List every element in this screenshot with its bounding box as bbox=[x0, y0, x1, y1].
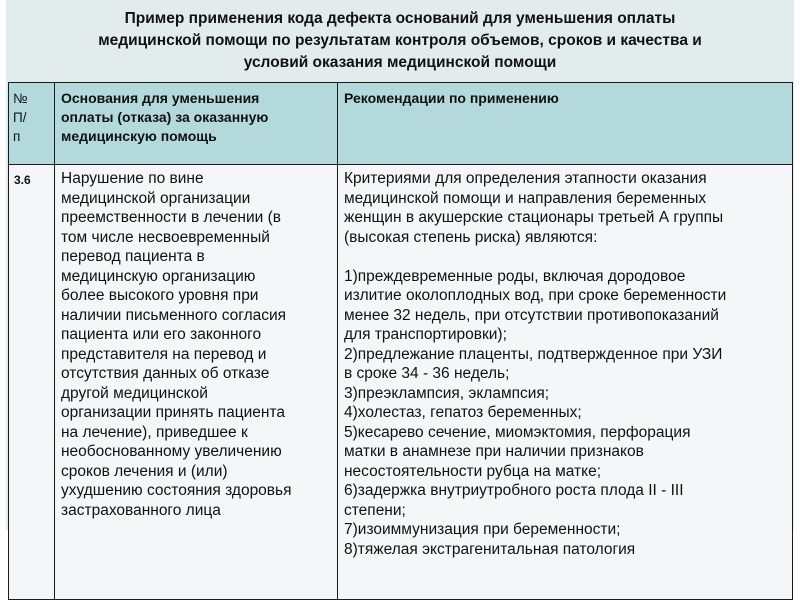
grounds-text bbox=[61, 169, 331, 520]
grounds-line: медицинскую организацию bbox=[61, 267, 256, 285]
header-grounds-line: Основания для уменьшения bbox=[61, 90, 260, 106]
recommendations-item: матки в анамнезе при наличии признаков bbox=[344, 443, 644, 460]
slide-title-line: условий оказания медицинской помощи bbox=[243, 54, 557, 71]
header-number-line: № bbox=[13, 91, 28, 106]
recommendations-intro-line: медицинской помощи и направления беременных bbox=[344, 189, 707, 207]
row-number: 3.6 bbox=[9, 165, 55, 600]
header-number-line: П/ bbox=[13, 110, 27, 125]
grounds-line: Нарушение по вине bbox=[61, 170, 204, 187]
header-recommendations bbox=[338, 83, 793, 165]
recommendations-item: 2)предлежание плаценты, подтвержденное при УЗИ bbox=[344, 345, 723, 363]
slide-title-line: Пример применения кода дефекта оснований для уменьшения оплаты bbox=[124, 10, 676, 27]
recommendations-intro bbox=[344, 169, 786, 247]
header-number bbox=[9, 83, 55, 165]
header-grounds bbox=[55, 83, 338, 165]
header-number-line: п bbox=[13, 129, 21, 144]
table-row bbox=[9, 165, 793, 600]
grounds-line: наличии письменного согласия bbox=[61, 306, 287, 324]
grounds-cell bbox=[55, 165, 338, 600]
grounds-line: необоснованному увеличению bbox=[61, 443, 282, 460]
grounds-line: на лечение), приведшее к bbox=[61, 423, 248, 441]
recommendations-item: 1)преждевременные роды, включая дородовое bbox=[344, 267, 686, 285]
grounds-line: пациента или его законного bbox=[61, 326, 262, 343]
recommendations-item: 7)изоиммунизация при беременности; bbox=[344, 521, 621, 538]
recommendations-item: излитие околоплодных вод, при сроке беременности bbox=[344, 287, 727, 304]
recommendations-item: 6)задержка внутриутробного роста плода II - III bbox=[344, 482, 684, 499]
recommendations-intro-line: (высокая степень риска) являются: bbox=[344, 228, 598, 246]
grounds-line: перевод пациента в bbox=[61, 248, 205, 265]
slide-title-line: медицинской помощи по результатам контроля объемов, сроков и качества и bbox=[98, 32, 702, 49]
defect-code-table bbox=[8, 82, 793, 600]
grounds-line: застрахованного лица bbox=[61, 501, 221, 519]
recommendations-list bbox=[344, 267, 786, 560]
slide-title bbox=[30, 8, 770, 74]
recommendations-item: 5)кесарево сечение, миомэктомия, перфорация bbox=[344, 423, 691, 441]
grounds-line: сроков лечения и (или) bbox=[61, 462, 228, 480]
header-grounds-line: оплаты (отказа) за оказанную bbox=[61, 109, 269, 125]
grounds-line: более высокого уровня при bbox=[61, 287, 259, 304]
recommendations-item: в сроке 34 - 36 недель; bbox=[344, 365, 510, 382]
table-header-row bbox=[9, 83, 793, 165]
recommendations-intro-line: женщин в акушерские стационары третьей А группы bbox=[344, 209, 724, 226]
recommendations-item: степени; bbox=[344, 501, 406, 519]
recommendations-item: 3)преэклампсия, эклампсия; bbox=[344, 384, 550, 402]
recommendations-item: несостоятельности рубца на матке; bbox=[344, 462, 602, 480]
recommendations-item: для транспортировки); bbox=[344, 326, 507, 343]
grounds-line: медицинской организации bbox=[61, 189, 251, 207]
grounds-line: другой медицинской bbox=[61, 384, 208, 402]
recommendations-item: 4)холестаз, гепатоз беременных; bbox=[344, 404, 582, 421]
grounds-line: ухудшению состояния здоровья bbox=[61, 482, 292, 499]
grounds-line: преемственности в лечении (в bbox=[61, 209, 281, 226]
recommendations-item: менее 32 недель, при отсутствии противопоказаний bbox=[344, 306, 719, 324]
header-recommendations-line: Рекомендации по применению bbox=[344, 90, 559, 106]
grounds-line: представителя на перевод и bbox=[61, 345, 267, 363]
grounds-line: том числе несвоевременный bbox=[61, 228, 270, 246]
header-grounds-line: медицинскую помощь bbox=[61, 128, 217, 144]
grounds-line: отсутствия данных об отказе bbox=[61, 365, 270, 382]
recommendations-intro-line: Критериями для определения этапности оказания bbox=[344, 170, 707, 187]
recommendations-item: 8)тяжелая экстрагенитальная патология bbox=[344, 540, 636, 558]
grounds-line: организации принять пациента bbox=[61, 404, 286, 421]
recommendations-cell bbox=[338, 165, 793, 600]
